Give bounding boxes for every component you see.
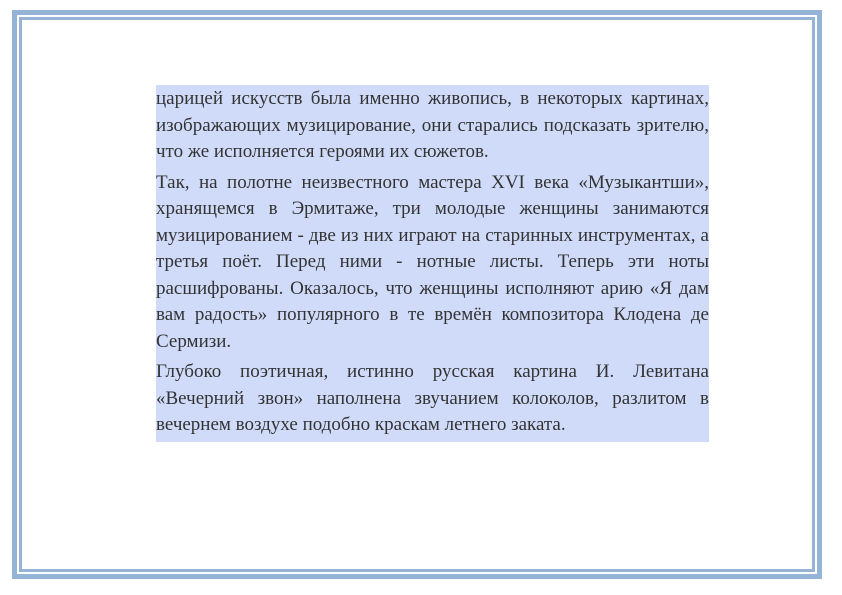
paragraph-2: Так, на полотне неизвестного мастера XVI века «Музыкантши», хранящемся в Эрмитаже, три молодые женщины занимаются музицированием - две из них играют на старинных инструментах, а третья поёт. Перед ними - нотные листы. Теперь эти ноты расшифрованы. Оказалось, что женщины исполняют арию «Я дам вам радость» популярного в те времён композитора Клодена де Сермизи. (156, 171, 709, 352)
paragraph-3: Глубоко поэтичная, истинно русская картина И. Левитана «Вечерний звон» наполнена звучанием колоколов, разлитом в вечернем воздухе подобно краскам летнего заката. (156, 361, 709, 435)
text-body (156, 85, 709, 442)
paragraph-1: царицей искусств была именно живопись, в некоторых картинах, изображающих музицирование, они старались подсказать зрителю, что же исполняется героями их сюжетов. (156, 88, 709, 162)
